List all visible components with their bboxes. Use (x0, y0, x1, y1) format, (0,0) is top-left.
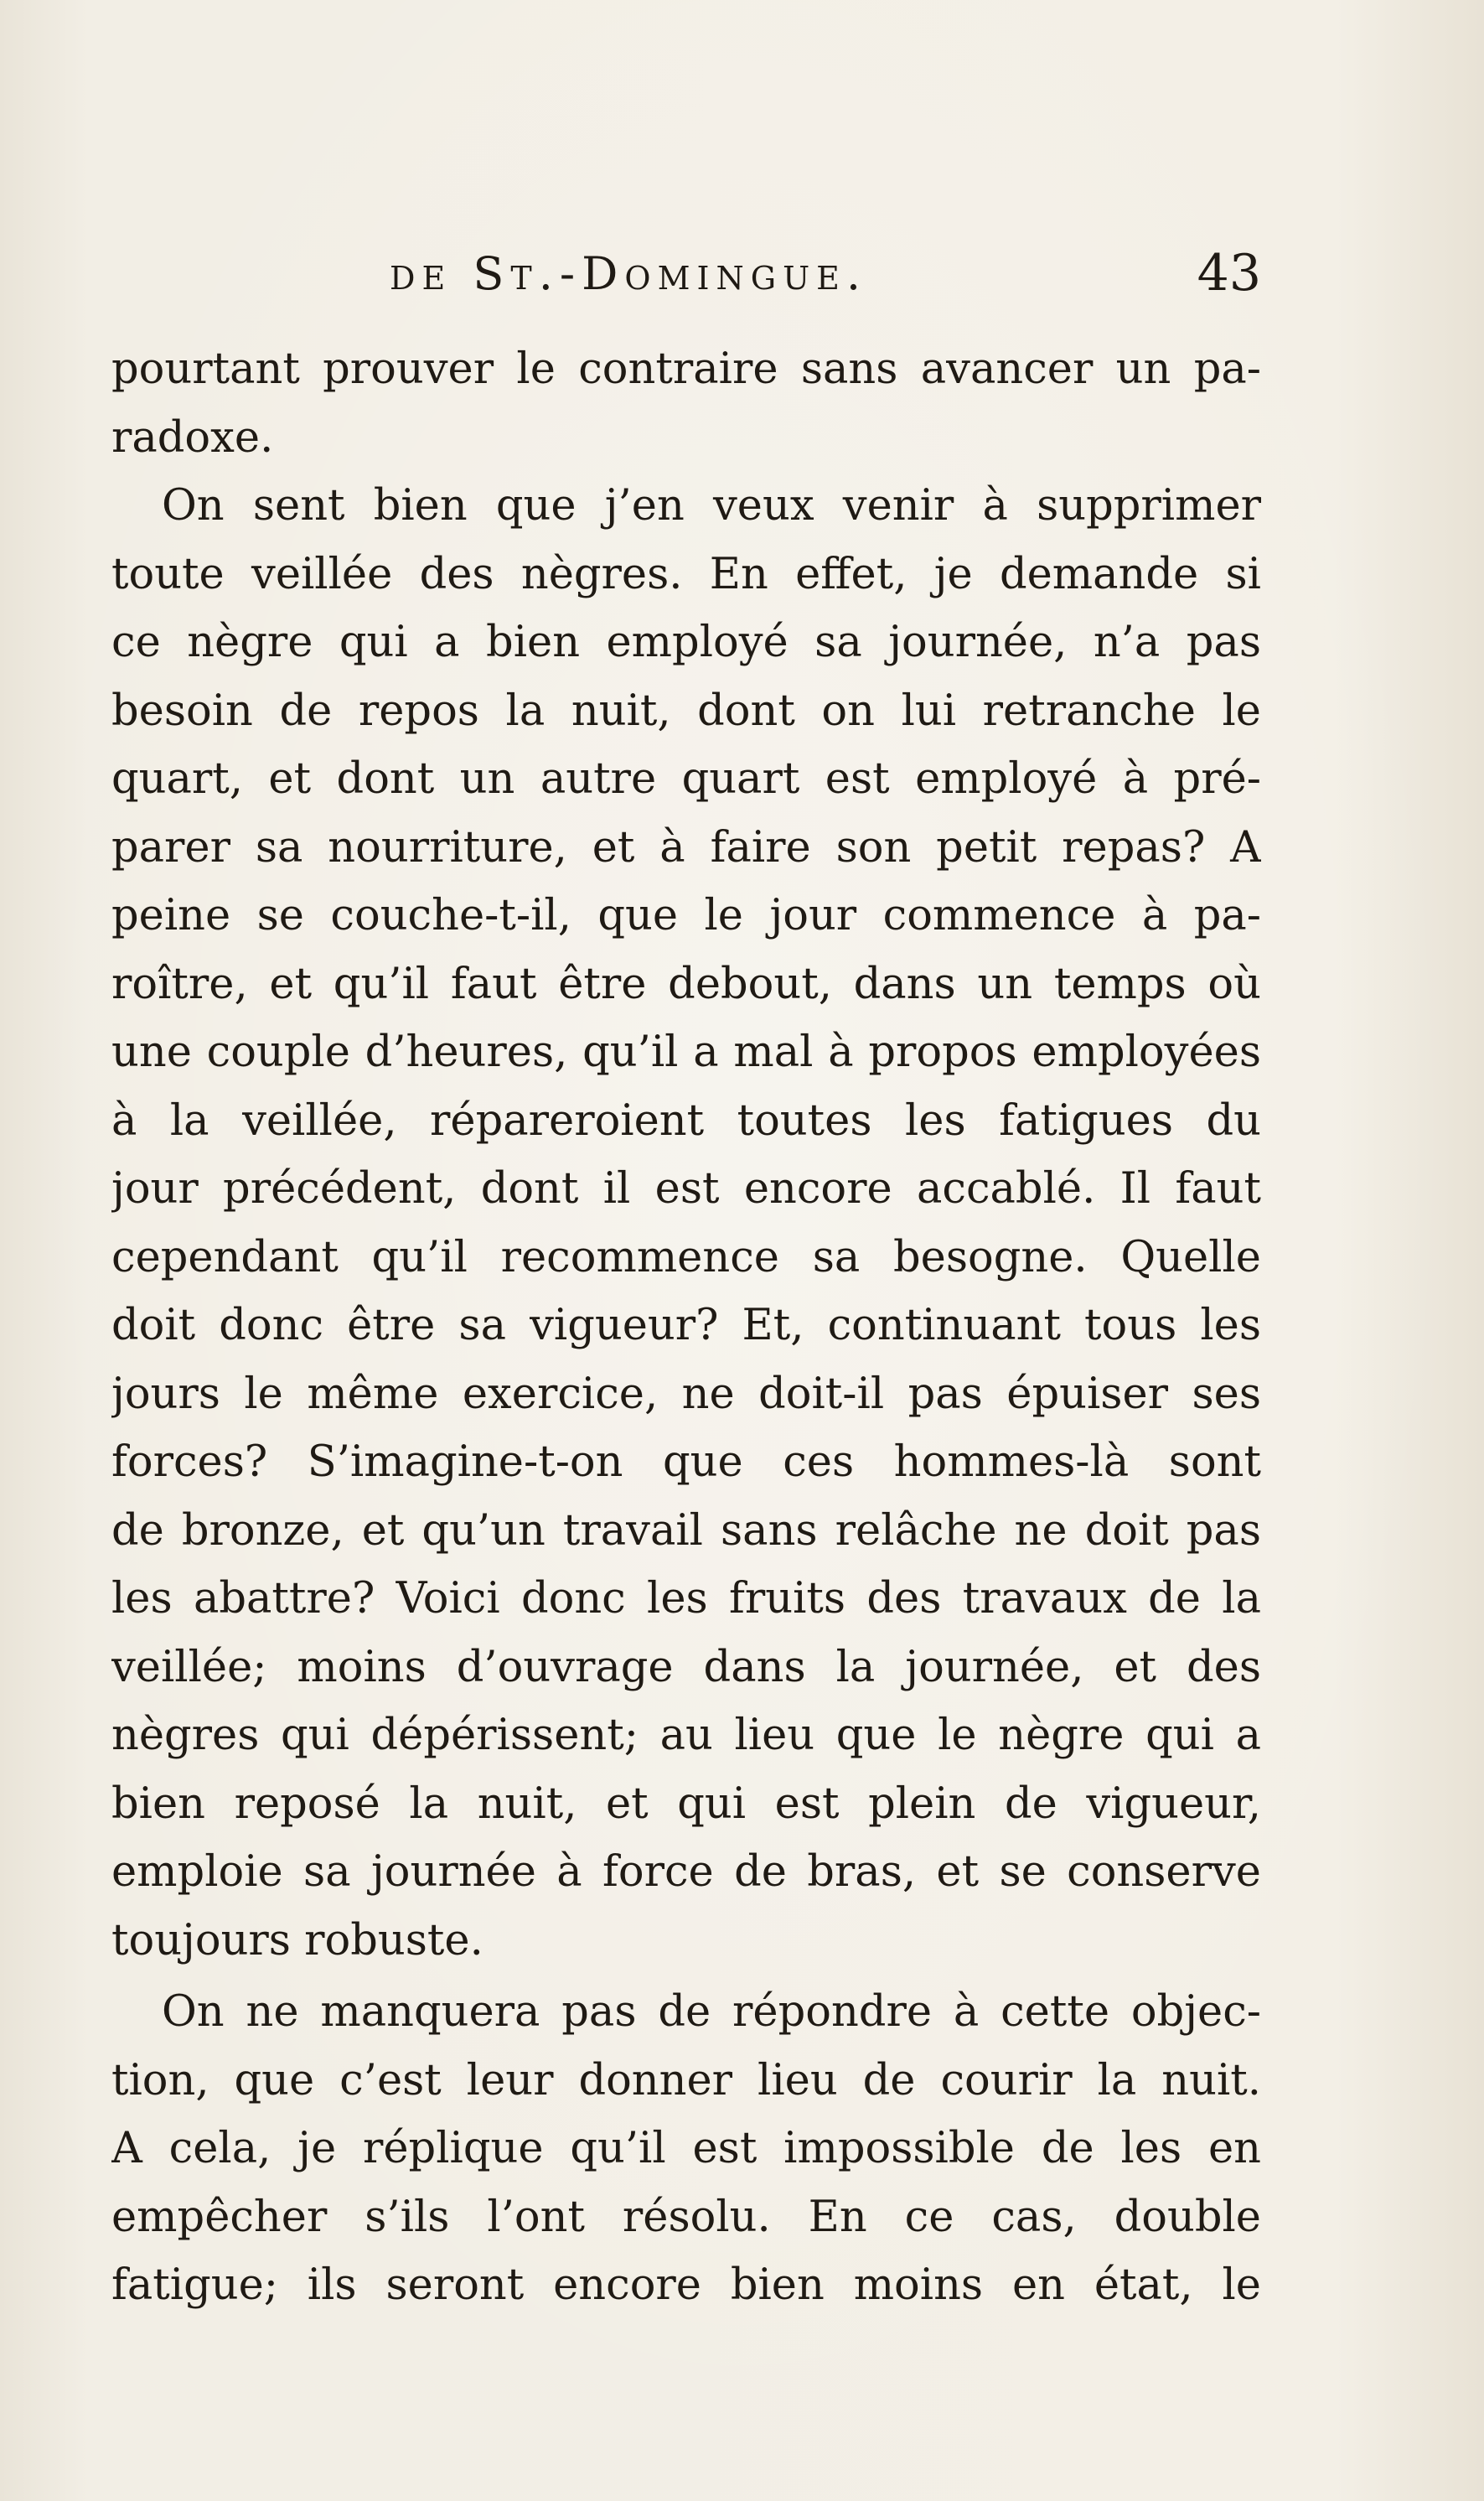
paragraph (111, 1978, 1261, 2320)
paragraph (111, 472, 1261, 1975)
text-line: tion, que c’est leur donner lieu de courir la nuit. (111, 2055, 1261, 2105)
text-line: quart, et dont un autre quart est employé à pré- (111, 754, 1261, 804)
text-line: empêcher s’ils l’ont résolu. En ce cas, double (111, 2192, 1261, 2242)
text-line: roître, et qu’il faut être debout, dans un temps où (111, 959, 1261, 1009)
text-line: fatigue; ils seront encore bien moins en état, le (111, 2260, 1261, 2310)
text-line: jour précédent, dont il est encore accablé. Il faut (111, 1164, 1261, 1214)
text-line: doit donc être sa vigueur? Et, continuant tous les (111, 1301, 1261, 1350)
text-line: bien reposé la nuit, et qui est plein de vigueur, (111, 1779, 1261, 1829)
text-line: emploie sa journée à force de bras, et se conserve (111, 1847, 1261, 1897)
text-line: de bronze, et qu’un travail sans relâche ne doit pas (111, 1505, 1261, 1556)
body-text (111, 335, 1261, 2320)
text-line: On ne manquera pas de répondre à cette objec- (162, 1987, 1261, 2037)
text-line: les abattre? Voici donc les fruits des travaux de la (111, 1574, 1261, 1623)
text-line: On sent bien que j’en veux venir à supprimer (162, 481, 1261, 531)
text-line: parer sa nourriture, et à faire son petit repas? A (111, 822, 1261, 873)
text-line: toujours robuste. (111, 1915, 483, 1965)
text-line: cependant qu’il recommence sa besogne. Quelle (111, 1232, 1261, 1282)
text-line: peine se couche-t-il, que le jour commence à pa- (111, 891, 1261, 940)
text-line: nègres qui dépérissent; au lieu que le nègre qui a (111, 1711, 1261, 1760)
text-line: radoxe. (111, 412, 274, 463)
running-head (113, 244, 1261, 314)
text-line: pourtant prouver le contraire sans avancer un pa- (111, 344, 1261, 394)
paragraph (111, 335, 1261, 472)
text-line: toute veillée des nègres. En effet, je demande si (111, 549, 1261, 599)
text-line: forces? S’imagine-t-on que ces hommes-là sont (111, 1437, 1261, 1487)
text-line: à la veillée, répareroient toutes les fatigues du (111, 1095, 1261, 1146)
text-line: jours le même exercice, ne doit-il pas épuiser ses (111, 1369, 1261, 1419)
text-line: une couple d’heures, qu’il a mal à propos employées (111, 1028, 1261, 1077)
text-line: ce nègre qui a bien employé sa journée, n’a pas (111, 618, 1261, 667)
text-line: besoin de repos la nuit, dont on lui retranche le (111, 686, 1261, 736)
text-line: veillée; moins d’ouvrage dans la journée, et des (111, 1642, 1261, 1692)
running-title: de St.-Domingue. (390, 247, 868, 300)
text-line: A cela, je réplique qu’il est impossible de les en (111, 2124, 1261, 2173)
page-number: 43 (1197, 244, 1261, 303)
